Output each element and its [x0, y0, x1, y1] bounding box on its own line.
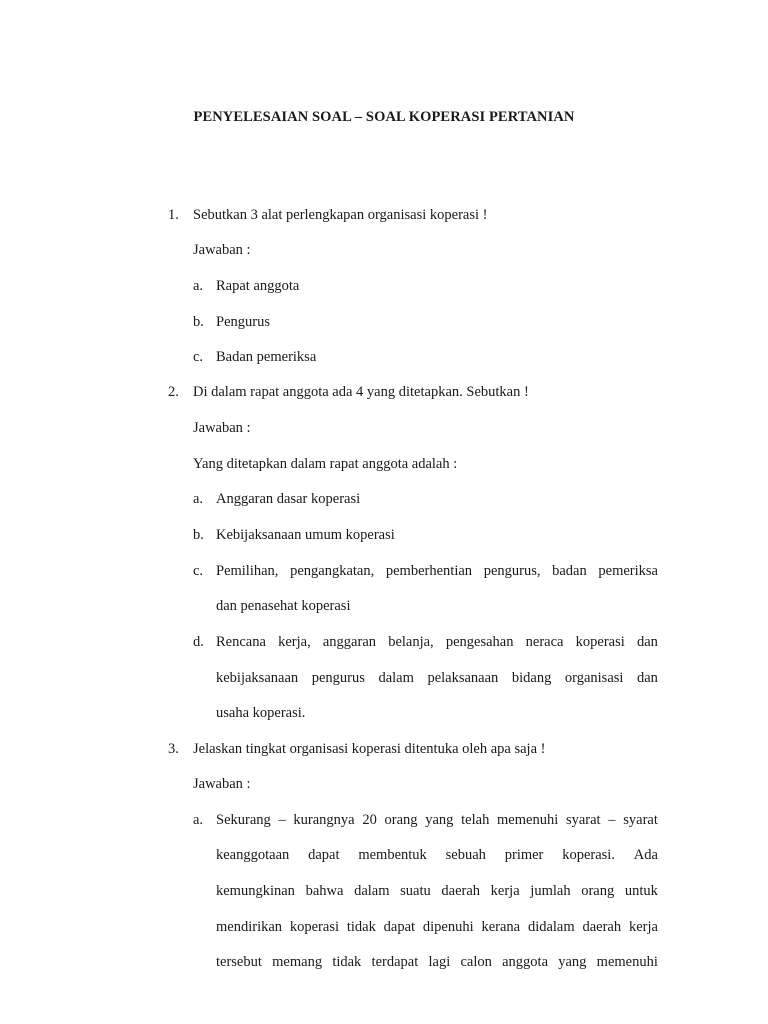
- word: belanja,: [388, 634, 434, 650]
- word: pengesahan: [445, 634, 514, 650]
- question-text: Sebutkan 3 alat perlengkapan organisasi koperasi !: [193, 207, 488, 223]
- word: –: [278, 812, 286, 828]
- word: kerana: [481, 919, 521, 935]
- word: kebijaksanaan: [216, 670, 299, 686]
- word: calon: [460, 954, 492, 970]
- word: mendirikan: [216, 919, 283, 935]
- word: 20: [362, 812, 377, 828]
- answer-item-text: [216, 562, 658, 580]
- word: tersebut: [216, 954, 262, 970]
- word: dipenuhi: [422, 919, 474, 935]
- word: primer: [504, 847, 544, 863]
- justified-line: [216, 669, 658, 687]
- word: keanggotaan: [216, 847, 290, 863]
- word: koperasi: [575, 634, 625, 650]
- word: organisasi: [564, 670, 624, 686]
- word: Ada: [633, 847, 658, 863]
- word: syarat: [623, 812, 658, 828]
- word: yang: [425, 812, 454, 828]
- word: kurangnya: [293, 812, 355, 828]
- word: membentuk: [358, 847, 427, 863]
- word: anggaran: [322, 634, 377, 650]
- word: koperasi.: [562, 847, 615, 863]
- word: neraca: [525, 634, 564, 650]
- answer-label: Jawaban :: [193, 242, 251, 258]
- answer-item-letter: b.: [193, 527, 204, 543]
- word: kerja: [628, 919, 658, 935]
- justified-line: [216, 882, 658, 900]
- answer-item-text: dan penasehat koperasi: [216, 598, 351, 614]
- word: pengurus,: [483, 563, 541, 579]
- justified-line: [216, 953, 658, 971]
- word: kemungkinan: [216, 883, 295, 899]
- answer-item-text: [216, 669, 658, 687]
- word: dapat: [308, 847, 340, 863]
- word: –: [608, 812, 616, 828]
- question-number: 2.: [168, 384, 179, 400]
- answer-item-letter: a.: [193, 278, 204, 294]
- word: dan: [636, 634, 658, 650]
- word: Pemilihan,: [216, 563, 279, 579]
- word: dapat: [383, 919, 416, 935]
- answer-item-text: usaha koperasi.: [216, 705, 306, 721]
- justified-line: [216, 918, 658, 936]
- question-text: Di dalam rapat anggota ada 4 yang ditetapkan. Sebutkan !: [193, 384, 529, 400]
- word: kerja,: [278, 634, 311, 650]
- answer-item-text: [216, 882, 658, 900]
- word: Sekurang: [216, 812, 271, 828]
- word: didalam: [527, 919, 575, 935]
- answer-intro: Yang ditetapkan dalam rapat anggota adalah :: [193, 456, 458, 472]
- answer-item-text: Pengurus: [216, 314, 270, 330]
- word: bidang: [511, 670, 552, 686]
- word: daerah: [441, 883, 481, 899]
- word: suatu: [400, 883, 431, 899]
- answer-item-text: Badan pemeriksa: [216, 349, 317, 365]
- word: pengangkatan,: [290, 563, 375, 579]
- word: memenuhi: [596, 954, 658, 970]
- word: sebuah: [445, 847, 486, 863]
- document-title: PENYELESAIAN SOAL – SOAL KOPERASI PERTANIAN: [193, 109, 575, 125]
- word: tidak: [346, 919, 376, 935]
- word: badan: [552, 563, 587, 579]
- answer-item-text: Rapat anggota: [216, 278, 300, 294]
- word: dan: [636, 670, 658, 686]
- word: pemeriksa: [598, 563, 658, 579]
- justified-line: [216, 811, 658, 829]
- answer-item-letter: c.: [193, 563, 204, 579]
- word: lagi: [428, 954, 451, 970]
- word: anggota: [502, 954, 549, 970]
- answer-item-text: [216, 811, 658, 829]
- answer-label: Jawaban :: [193, 776, 251, 792]
- question-text: Jelaskan tingkat organisasi koperasi ditentuka oleh apa saja !: [193, 741, 546, 757]
- word: memenuhi: [497, 812, 559, 828]
- word: kerja: [490, 883, 520, 899]
- answer-item-letter: d.: [193, 634, 204, 650]
- answer-item-text: [216, 953, 658, 971]
- answer-label: Jawaban :: [193, 420, 251, 436]
- word: orang: [581, 883, 615, 899]
- word: Rencana: [216, 634, 266, 650]
- justified-line: [216, 562, 658, 580]
- answer-item-letter: b.: [193, 314, 204, 330]
- question-number: 3.: [168, 741, 179, 757]
- word: koperasi: [289, 919, 339, 935]
- word: syarat: [565, 812, 601, 828]
- answer-item-letter: a.: [193, 491, 204, 507]
- word: pemberhentian: [385, 563, 473, 579]
- word: orang: [384, 812, 418, 828]
- word: daerah: [582, 919, 622, 935]
- question-number: 1.: [168, 207, 179, 223]
- word: yang: [558, 954, 587, 970]
- word: dalam: [354, 883, 390, 899]
- word: bahwa: [305, 883, 344, 899]
- word: tidak: [332, 954, 362, 970]
- answer-item-letter: a.: [193, 812, 204, 828]
- justified-line: [216, 846, 658, 864]
- answer-item-text: Anggaran dasar koperasi: [216, 491, 361, 507]
- answer-item-text: [216, 918, 658, 936]
- word: untuk: [624, 883, 658, 899]
- answer-item-text: [216, 846, 658, 864]
- answer-item-text: [216, 633, 658, 651]
- answer-item-letter: c.: [193, 349, 204, 365]
- justified-line: [216, 633, 658, 651]
- word: memang: [272, 954, 323, 970]
- word: pengurus: [311, 670, 365, 686]
- word: pelaksanaan: [427, 670, 499, 686]
- word: telah: [461, 812, 490, 828]
- word: dalam: [378, 670, 414, 686]
- word: jumlah: [530, 883, 571, 899]
- word: terdapat: [371, 954, 419, 970]
- answer-item-text: Kebijaksanaan umum koperasi: [216, 527, 395, 543]
